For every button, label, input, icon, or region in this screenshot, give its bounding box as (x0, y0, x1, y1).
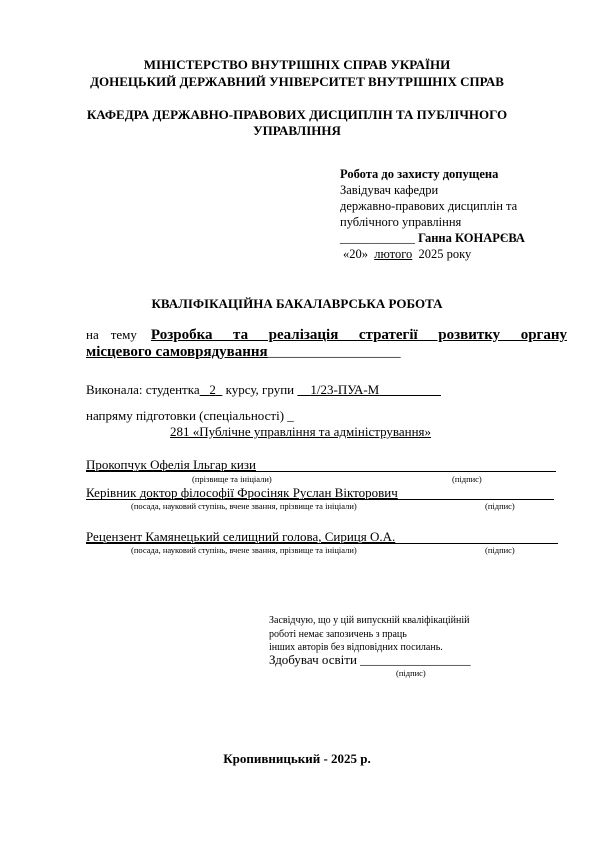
applicant-line (269, 652, 471, 668)
topic-line1: Розробка та реалізація стратегії розвитку органу (150, 327, 567, 343)
topic-block (86, 327, 567, 361)
work-title: КВАЛІФІКАЦІЙНА БАКАЛАВРСЬКА РОБОТА (151, 296, 443, 311)
student-line (86, 382, 441, 398)
approval-line2: державно-правових дисциплін та (340, 199, 518, 213)
topic-line1-wrap (137, 327, 567, 344)
reviewer-caption: (посада, науковий ступінь, вчене звання, прізвище та ініціали) (131, 545, 357, 555)
approval-day: «20» (343, 247, 368, 261)
ministry-heading: МІНІСТЕРСТВО ВНУТРІШНІХ СПРАВ УКРАЇНИ (143, 57, 451, 72)
approval-heading: Робота до захисту допущена (340, 167, 499, 181)
approval-month: лютого (374, 247, 413, 261)
reviewer-value: Камянецький селищний голова, Сириця О.А. (145, 529, 396, 544)
specialty-label: напряму підготовки (спеціальності) _ (86, 408, 294, 423)
declaration-line3: інших авторів без відповідних посилань. (269, 642, 443, 653)
topic-prefix-temu: тему (110, 327, 137, 342)
topic-line2-tail: ___________________ (267, 345, 401, 360)
author-caption-sign: (підпис) (452, 474, 482, 484)
supervisor-caption-sign: (підпис) (485, 501, 515, 511)
author-caption-name: (прізвище та ініціали) (192, 474, 272, 484)
student-group: 1/23-ПУА-М (310, 382, 380, 397)
applicant-label: Здобувач освіти (269, 652, 357, 667)
declaration-block (269, 614, 469, 655)
approval-block (340, 166, 525, 262)
approval-line1: Завідувач кафедри (340, 183, 439, 197)
student-course-suffix: курсу, групи (225, 382, 295, 397)
supervisor-value: доктор філософії Фросіняк Руслан Вікторович (139, 485, 398, 500)
declaration-line1: Засвідчую, що у цій випускній кваліфікаційній (269, 615, 470, 626)
student-prefix: Виконала: студентка (86, 382, 200, 397)
specialty-value-line (86, 424, 556, 440)
topic-prefix-na: на (86, 327, 99, 342)
approval-year: 2025 року (418, 247, 472, 261)
author-name: Прокопчук Офелія Ільгар кизи (86, 457, 256, 472)
applicant-blank: _________________ (360, 652, 471, 667)
department-heading-line1: КАФЕДРА ДЕРЖАВНО-ПРАВОВИХ ДИСЦИПЛІН ТА ПУБЛІЧНОГО (86, 107, 508, 122)
specialty-value: 281 «Публічне управління та адміністрування» (170, 424, 432, 439)
department-heading-line2: УПРАВЛІННЯ (253, 123, 341, 138)
supervisor-line (86, 485, 554, 500)
applicant-caption-sign: (підпис) (396, 668, 426, 678)
supervisor-prefix: Керівник (86, 485, 137, 500)
reviewer-caption-sign: (підпис) (485, 545, 515, 555)
reviewer-line (86, 529, 558, 544)
head-name: Ганна КОНАРЄВА (418, 231, 525, 245)
supervisor-caption: (посада, науковий ступінь, вчене звання, прізвище та ініціали) (131, 501, 357, 511)
declaration-line2: роботі немає запозичень з праць (269, 628, 407, 640)
approval-line3: публічного управління (340, 215, 462, 229)
university-heading: ДОНЕЦЬКИЙ ДЕРЖАВНИЙ УНІВЕРСИТЕТ ВНУТРІШНІХ СПРАВ (90, 74, 504, 89)
footer-city-year: Кропивницький - 2025 р. (223, 751, 371, 766)
topic-line2: місцевого самоврядування (86, 344, 268, 360)
student-course: 2 (209, 382, 216, 397)
author-line (86, 457, 556, 472)
reviewer-prefix: Рецензент (86, 529, 143, 544)
head-sign-blank: ____________ (340, 231, 415, 245)
